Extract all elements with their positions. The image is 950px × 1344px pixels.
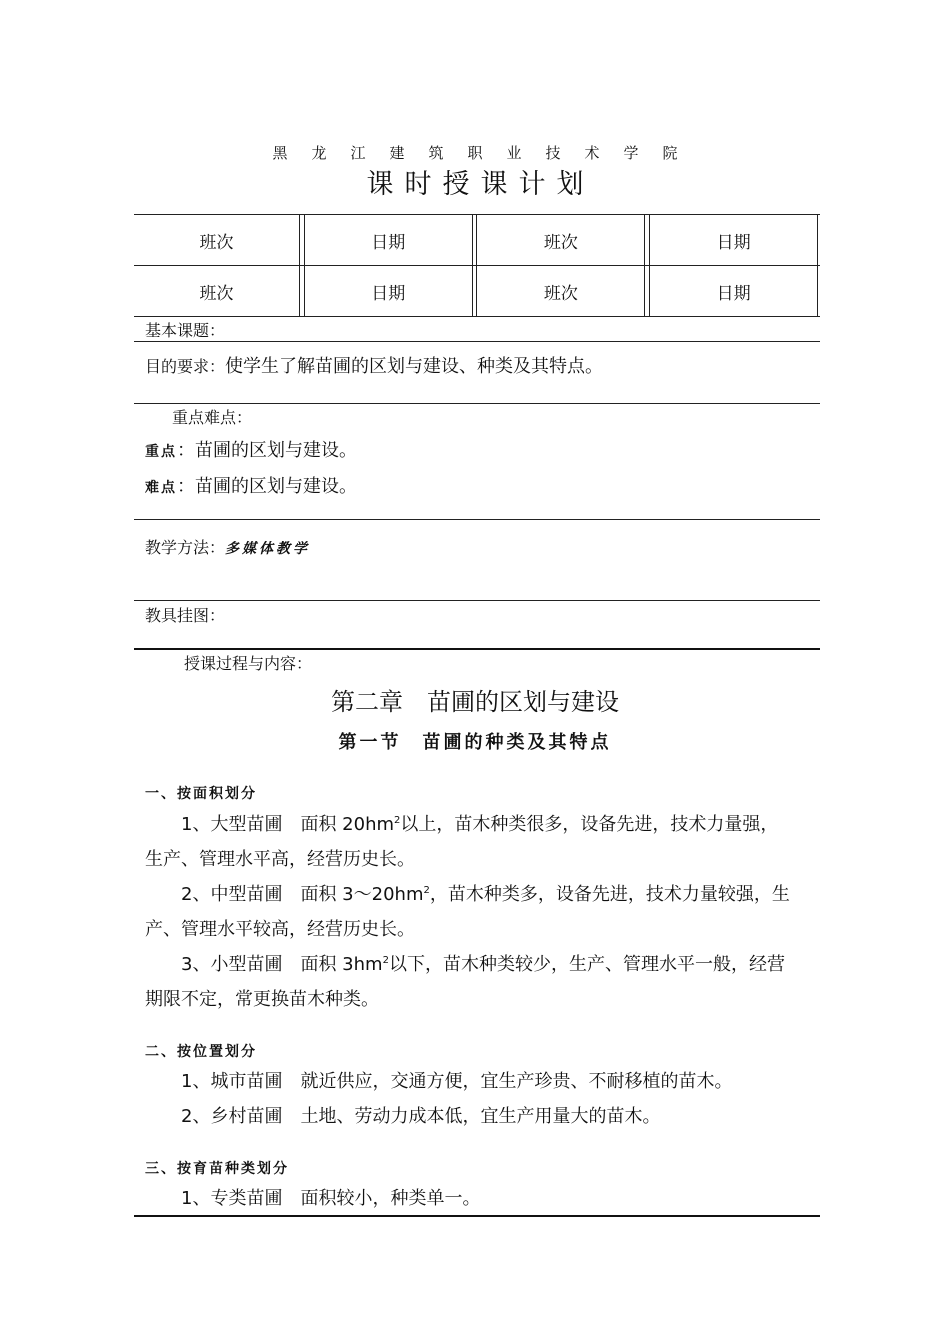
section-title: 第一节 苗圃的种类及其特点 (338, 732, 612, 753)
paragraph-specialized-nursery (145, 1181, 817, 1216)
text: 1、城市苗圃 就近供应，交通方便，宜生产珍贵、不耐移植的苗木。 (181, 1071, 733, 1092)
key-points-label: 重点难点： (172, 408, 253, 427)
paragraph-small-nursery (145, 943, 817, 1017)
text: 期限不定，常更换苗木种类。 (145, 989, 379, 1010)
divider (134, 600, 820, 601)
text: 生产、管理水平高，经营历史长。 (145, 849, 415, 870)
divider (134, 648, 820, 650)
objective-row (145, 352, 603, 378)
difficult-row (145, 472, 357, 498)
divider (134, 519, 820, 520)
text: 产、管理水平较高，经营历史长。 (145, 919, 415, 940)
superscript: 2 (423, 885, 430, 896)
divider (134, 1215, 820, 1217)
document-title: 课时授课计划 (366, 169, 595, 200)
table-cell (818, 215, 820, 266)
school-name: 黑龙江建筑职业技术学院 (272, 144, 702, 162)
table-cell: 日期 (304, 215, 472, 266)
table-cell: 班次 (477, 215, 645, 266)
method-value: 多媒体教学 (225, 541, 311, 557)
text: 3、小型苗圃 面积 3hm (181, 954, 383, 975)
superscript: 2 (382, 955, 389, 966)
method-row (145, 535, 310, 558)
text: 2、乡村苗圃 土地、劳动力成本低，宜生产用量大的苗木。 (181, 1106, 661, 1127)
paragraph-large-nursery (145, 803, 817, 877)
table-cell: 日期 (650, 266, 818, 317)
text: 1、专类苗圃 面积较小，种类单一。 (181, 1188, 481, 1209)
text: 以上，苗木种类很多，设备先进，技术力量强， (400, 814, 779, 835)
method-label: 教学方法： (145, 538, 226, 557)
difficult-label: 难点 (145, 480, 177, 496)
table-row (134, 215, 820, 266)
table-cell: 班次 (134, 215, 300, 266)
heading-by-type: 三、按育苗种类划分 (145, 1161, 289, 1177)
text: 1、大型苗圃 面积 20hm (181, 814, 395, 835)
class-date-table (134, 214, 820, 317)
key-row (145, 436, 357, 462)
objective-label: 目的要求： (145, 357, 226, 376)
superscript: 2 (394, 815, 401, 826)
text: 2、中型苗圃 面积 3～20hm (181, 884, 424, 905)
table-cell: 班次 (134, 266, 300, 317)
objective-value: 使学生了解苗圃的区划与建设、种类及其特点。 (225, 356, 604, 377)
table-row (134, 266, 820, 317)
key-label: 重点 (145, 444, 177, 460)
paragraph-city-nursery (145, 1064, 817, 1099)
heading-by-area: 一、按面积划分 (145, 786, 257, 802)
divider (134, 403, 820, 404)
basic-topic-label: 基本课题： (145, 321, 226, 340)
divider (134, 341, 820, 342)
paragraph-village-nursery (145, 1099, 817, 1134)
process-label: 授课过程与内容： (184, 654, 313, 673)
text: ，苗木种类多，设备先进，技术力量较强，生 (429, 884, 790, 905)
chapter-title: 第二章 苗圃的区划与建设 (331, 688, 619, 716)
table-cell: 日期 (650, 215, 818, 266)
text: 以下，苗木种类较少，生产、管理水平一般，经营 (388, 954, 785, 975)
tools-label: 教具挂图： (145, 606, 226, 625)
table-cell: 班次 (477, 266, 645, 317)
difficult-value: ：苗圃的区划与建设。 (177, 476, 357, 497)
heading-by-location: 二、按位置划分 (145, 1044, 257, 1060)
table-cell (818, 266, 820, 317)
key-value: ：苗圃的区划与建设。 (177, 440, 357, 461)
paragraph-medium-nursery (145, 873, 817, 947)
table-cell: 日期 (304, 266, 472, 317)
